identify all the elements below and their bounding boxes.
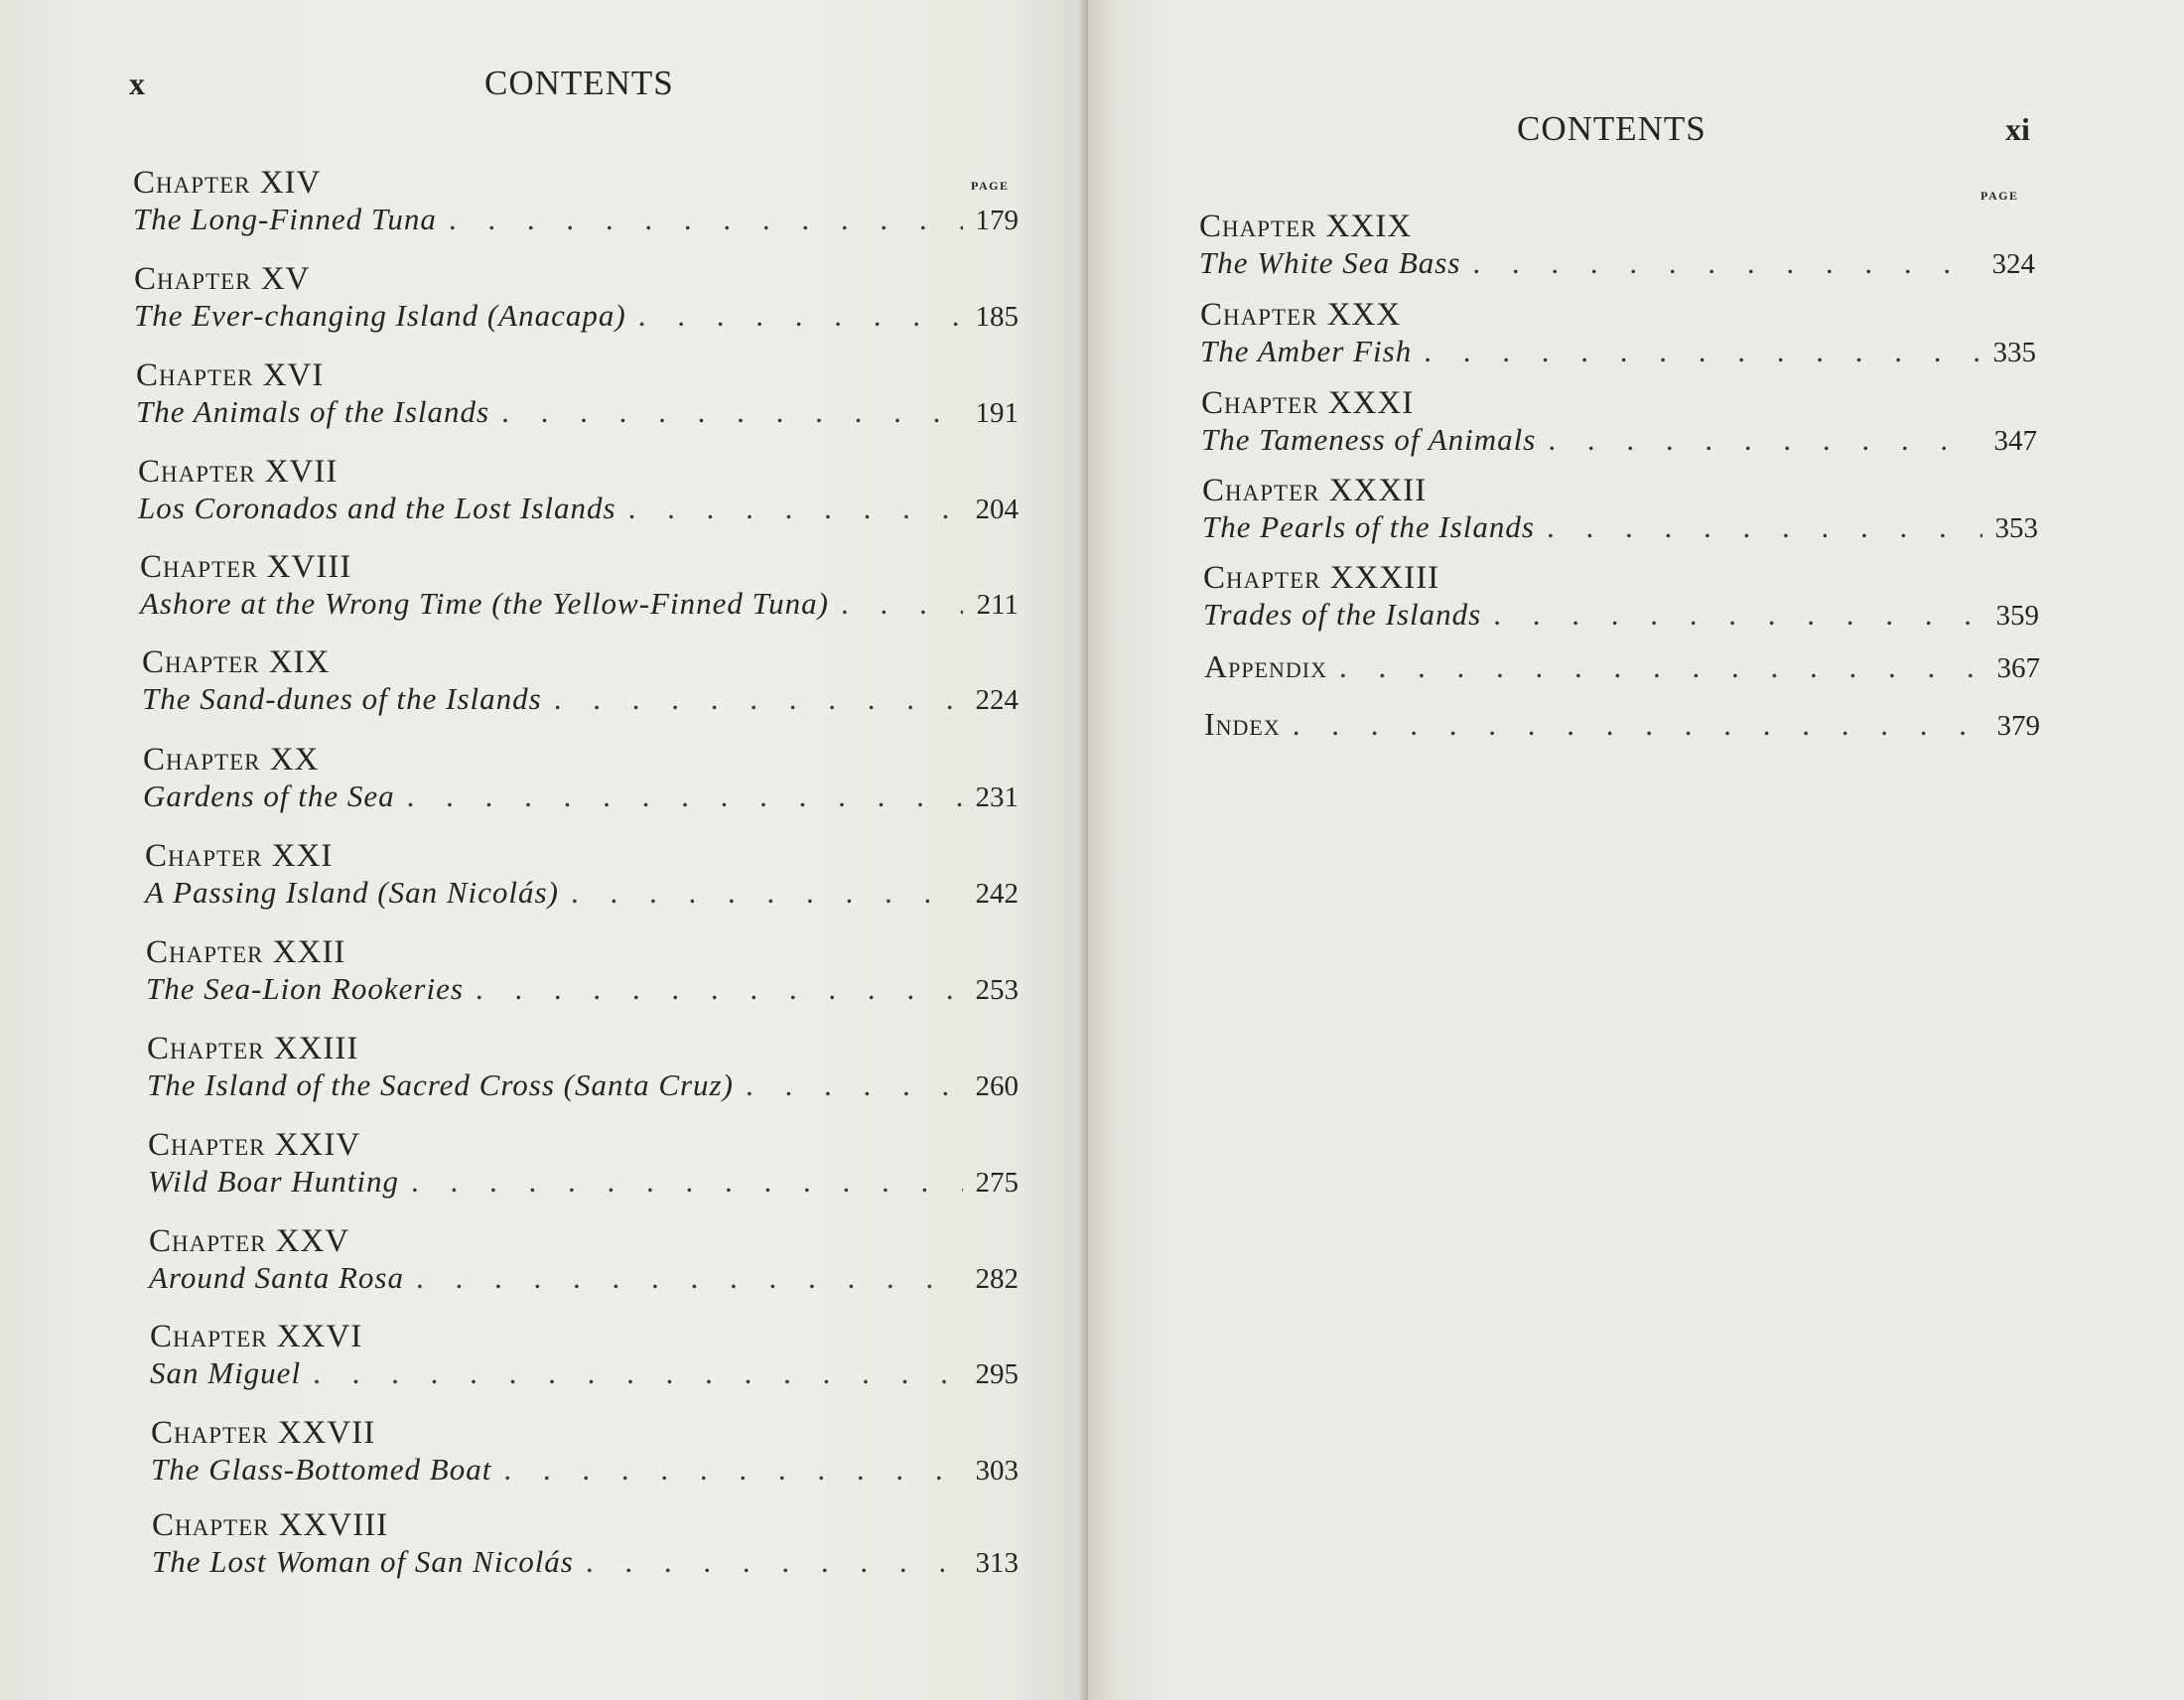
chapter-heading: Chapter XX (143, 742, 320, 778)
toc-line (146, 970, 1019, 1009)
leader-dots (554, 680, 963, 718)
page-number: 313 (975, 1547, 1019, 1579)
toc-entry (149, 1223, 1019, 1298)
leader-dots (1548, 421, 1981, 459)
toc-entry (145, 838, 1019, 913)
toc-line (150, 1354, 1019, 1393)
toc-line (147, 1066, 1019, 1105)
chapter-title: Wild Boar Hunting (148, 1164, 399, 1199)
chapter-heading: Chapter XXXIII (1203, 560, 1440, 596)
chapter-title: The Amber Fish (1200, 334, 1413, 368)
page-number: 335 (1992, 337, 2036, 368)
toc-line (140, 585, 1019, 624)
chapter-heading: Chapter XXVIII (152, 1507, 389, 1543)
chapter-heading: Chapter XXIX (1199, 209, 1413, 244)
leader-dots (628, 490, 963, 527)
chapter-heading: Chapter XXXII (1202, 473, 1428, 508)
running-head-left: CONTENTS (484, 64, 674, 102)
chapter-title: The White Sea Bass (1199, 245, 1461, 280)
toc-entry (142, 644, 1019, 719)
toc-entry-appendix (1204, 647, 2040, 687)
page-number: 275 (975, 1167, 1019, 1199)
chapter-title: The Sea-Lion Rookeries (146, 971, 464, 1006)
toc-entry (1200, 297, 2036, 371)
page-number: 282 (975, 1263, 1019, 1295)
appendix-title: Appendix (1204, 648, 1328, 684)
leader-dots (407, 778, 963, 815)
page-column-label-right: page (1980, 185, 2019, 204)
toc-line (1200, 333, 2036, 371)
toc-entry (140, 549, 1019, 624)
page-number: 211 (976, 589, 1019, 621)
chapter-heading: Chapter XVIII (140, 549, 352, 585)
toc-line (1203, 596, 2039, 635)
leader-dots (1339, 648, 1984, 686)
toc-entry (138, 454, 1019, 528)
chapter-heading: Chapter XXVII (151, 1415, 376, 1451)
chapter-heading: Chapter XXIV (148, 1127, 361, 1163)
leader-dots (416, 1259, 963, 1297)
leader-dots (449, 201, 963, 238)
chapter-title: The Glass-Bottomed Boat (151, 1452, 492, 1487)
chapter-title: San Miguel (150, 1355, 302, 1390)
page-number: 231 (975, 781, 1019, 813)
page-number: 204 (975, 494, 1019, 525)
page-number: 242 (975, 878, 1019, 910)
page-number: 324 (1991, 248, 2035, 280)
page-number: 179 (975, 205, 1019, 236)
page-number: 367 (1996, 652, 2040, 684)
toc-line (148, 1163, 1019, 1202)
chapter-title: A Passing Island (San Nicolás) (145, 875, 559, 910)
chapter-title: The Lost Woman of San Nicolás (152, 1544, 574, 1579)
right-page (1088, 0, 2184, 1700)
folio-right: xi (2005, 111, 2030, 147)
chapter-title: Trades of the Islands (1203, 597, 1482, 632)
leader-dots (503, 1451, 963, 1488)
left-page (0, 0, 1088, 1700)
index-title: Index (1204, 706, 1281, 742)
toc-line (136, 393, 1019, 432)
running-head-right: CONTENTS (1517, 109, 1706, 148)
toc-line (1202, 508, 2038, 547)
page-number: 359 (1995, 600, 2039, 632)
page-number: 191 (975, 397, 1019, 429)
leader-dots (571, 874, 963, 912)
chapter-heading: Chapter XXXI (1201, 385, 1415, 421)
chapter-heading: Chapter XXX (1200, 297, 1402, 333)
leader-dots (841, 585, 963, 623)
toc-entry (1201, 385, 2037, 460)
page-column-label-left: page (971, 175, 1010, 194)
toc-entry (1203, 560, 2039, 635)
leader-dots (411, 1163, 963, 1201)
page-number: 260 (975, 1070, 1019, 1102)
chapter-heading: Chapter XXIII (147, 1031, 359, 1066)
toc-entry (152, 1507, 1019, 1582)
leader-dots (586, 1543, 963, 1581)
chapter-title: Gardens of the Sea (143, 779, 395, 813)
toc-entry (148, 1127, 1019, 1202)
chapter-title: The Island of the Sacred Cross (Santa Cruz) (147, 1067, 734, 1102)
toc-entry (143, 742, 1019, 816)
toc-entry (134, 261, 1019, 336)
chapter-title: The Long-Finned Tuna (133, 202, 437, 236)
chapter-title: Ashore at the Wrong Time (the Yellow-Finned Tuna) (140, 586, 829, 621)
chapter-heading: Chapter XXII (146, 934, 346, 970)
toc-line (1201, 421, 2037, 460)
chapter-heading: Chapter XV (134, 261, 311, 297)
leader-dots (313, 1354, 963, 1392)
chapter-heading: Chapter XIX (142, 644, 331, 680)
toc-entry (1202, 473, 2038, 547)
toc-entry (133, 165, 1019, 239)
toc-line (1204, 647, 2040, 687)
toc-line (133, 201, 1019, 239)
chapter-heading: Chapter XVII (138, 454, 339, 490)
chapter-title: Los Coronados and the Lost Islands (138, 491, 616, 525)
toc-entry (136, 357, 1019, 432)
toc-entry-index (1204, 705, 2040, 745)
chapter-heading: Chapter XXV (149, 1223, 350, 1259)
leader-dots (1493, 596, 1983, 634)
toc-line (152, 1543, 1019, 1582)
leader-dots (476, 970, 963, 1008)
toc-line (149, 1259, 1019, 1298)
leader-dots (746, 1066, 963, 1104)
page-number: 303 (975, 1455, 1019, 1487)
toc-line (151, 1451, 1019, 1489)
toc-entry (147, 1031, 1019, 1105)
leader-dots (501, 393, 963, 431)
chapter-heading: Chapter XXI (145, 838, 334, 874)
chapter-title: The Tameness of Animals (1201, 422, 1537, 457)
chapter-title: Around Santa Rosa (149, 1260, 404, 1295)
page-number: 253 (975, 974, 1019, 1006)
chapter-title: The Sand-dunes of the Islands (142, 681, 542, 716)
chapter-heading: Chapter XIV (133, 165, 322, 201)
chapter-title: The Pearls of the Islands (1202, 509, 1535, 544)
toc-line (145, 874, 1019, 913)
page-number: 295 (975, 1358, 1019, 1390)
page-number: 379 (1996, 710, 2040, 742)
toc-line (134, 297, 1019, 336)
page-number: 347 (1993, 425, 2037, 457)
toc-line (143, 778, 1019, 816)
toc-entry (146, 934, 1019, 1009)
page-number: 185 (975, 301, 1019, 333)
toc-entry (150, 1319, 1019, 1393)
chapter-title: The Animals of the Islands (136, 394, 490, 429)
toc-line (1204, 705, 2040, 745)
toc-line (1199, 244, 2035, 283)
toc-entry (1199, 209, 2035, 283)
toc-line (138, 490, 1019, 528)
leader-dots (1472, 244, 1979, 282)
toc-entry (151, 1415, 1019, 1489)
folio-left: x (129, 66, 145, 101)
page-number: 353 (1994, 512, 2038, 544)
chapter-heading: Chapter XVI (136, 357, 325, 393)
toc-line (142, 680, 1019, 719)
page-number: 224 (975, 684, 1019, 716)
leader-dots (638, 297, 963, 335)
chapter-heading: Chapter XXVI (150, 1319, 363, 1354)
leader-dots (1547, 508, 1982, 546)
chapter-title: The Ever-changing Island (Anacapa) (134, 298, 626, 333)
leader-dots (1293, 706, 1984, 744)
leader-dots (1424, 333, 1980, 370)
